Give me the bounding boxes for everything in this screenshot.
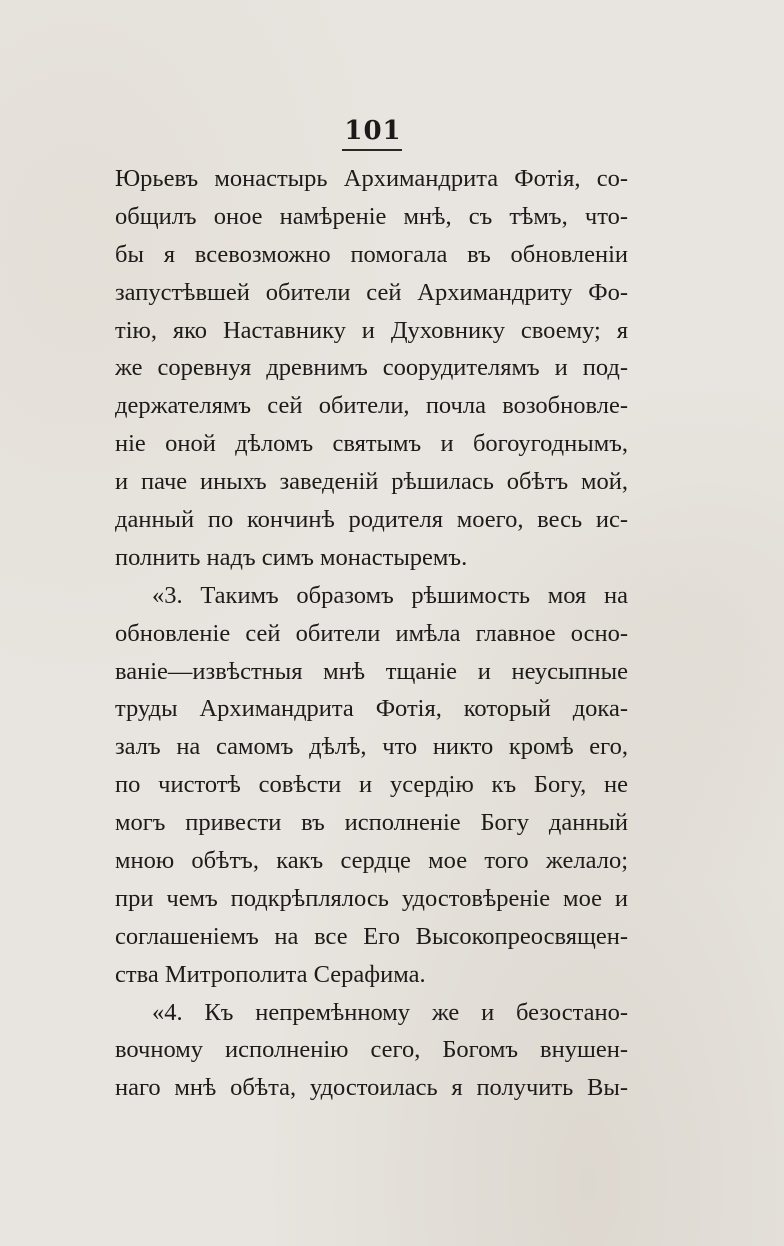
text-line: бы я всевозможно помогала въ обновленіи (115, 240, 628, 268)
text-line: при чемъ подкрѣплялось удостовѣреніе мое и (115, 884, 628, 912)
text-line: могъ привести въ исполненіе Богу данный (115, 809, 628, 837)
body-text (115, 160, 628, 1107)
text-line: по чистотѣ совѣсти и усердію къ Богу, не (115, 771, 628, 799)
text-line: и паче иныхъ заведеній рѣшилась обѣтъ мой, (115, 468, 628, 496)
text-line: общилъ оное намѣреніе мнѣ, съ тѣмъ, что- (115, 202, 628, 230)
text-line: полнить надъ симъ монастыремъ. (115, 543, 468, 571)
text-line: «3. Такимъ образомъ рѣшимость моя на (152, 581, 628, 609)
text-line: ства Митрополита Серафима. (115, 960, 426, 988)
text-line: обновленіе сей обители имѣла главное осно- (115, 619, 628, 647)
text-line: же соревнуя древнимъ соорудителямъ и под- (115, 354, 628, 382)
page-number-rule (342, 149, 402, 151)
text-line: соглашеніемъ на все Его Высокопреосвящен- (115, 922, 628, 950)
text-line: держателямъ сей обители, почла возобновле- (115, 392, 628, 420)
text-line: ніе оной дѣломъ святымъ и богоугоднымъ, (115, 430, 628, 458)
text-line: данный по кончинѣ родителя моего, весь ис- (115, 506, 628, 534)
text-line: залъ на самомъ дѣлѣ, что никто кромѣ его, (115, 733, 628, 761)
text-line: тію, яко Наставнику и Духовнику своему; я (115, 316, 628, 344)
text-line: Юрьевъ монастырь Архимандрита Фотія, со- (115, 165, 628, 192)
text-line: запустѣвшей обители сей Архимандриту Фо- (115, 278, 628, 306)
text-line: наго мнѣ обѣта, удостоилась я получить Вы- (115, 1074, 628, 1102)
text-line: «4. Къ непремѣнному же и безостано- (152, 998, 628, 1026)
page-number: 101 (344, 116, 402, 146)
text-line: вочному исполненію сего, Богомъ внушен- (115, 1036, 628, 1064)
text-line: мною обѣтъ, какъ сердце мое того желало; (115, 847, 628, 875)
text-line: труды Архимандрита Фотія, который дока- (115, 695, 628, 723)
text-line: ваніе—извѣстныя мнѣ тщаніе и неусыпные (115, 657, 628, 685)
